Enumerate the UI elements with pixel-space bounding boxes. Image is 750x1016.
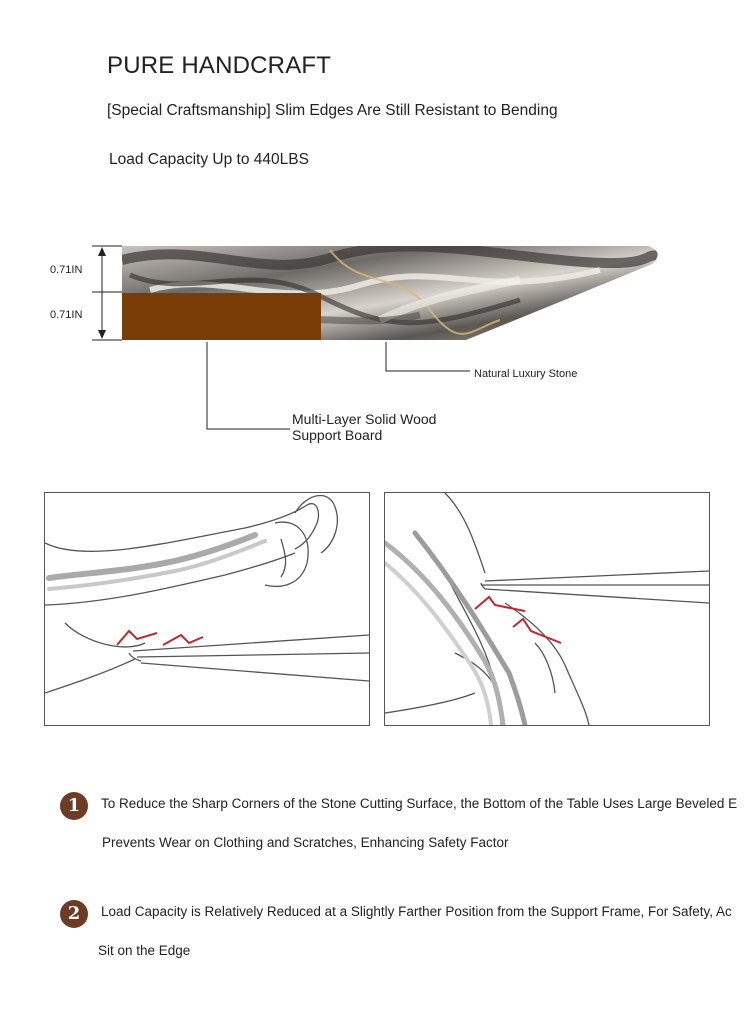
warning-mark (117, 631, 203, 645)
note-number-1-icon: 1 (60, 792, 88, 820)
note-1-line-1: To Reduce the Sharp Corners of the Stone Cutting Surface, the Bottom of the Table Uses Large Beveled E (101, 796, 738, 811)
wood-support-board (122, 293, 321, 340)
note-1-line-2: Prevents Wear on Clothing and Scratches, Enhancing Safety Factor (102, 835, 509, 850)
wood-leader-line (207, 342, 290, 429)
bottom-thickness-label: 0.71IN (50, 309, 83, 321)
load-capacity-text: Load Capacity Up to 440LBS (109, 151, 309, 168)
page-title: PURE HANDCRAFT (107, 52, 332, 79)
subtitle: [Special Craftsmanship] Slim Edges Are Still Resistant to Bending (107, 102, 558, 119)
thickness-dimension (92, 246, 122, 340)
wood-label-line-1: Multi-Layer Solid Wood (292, 411, 437, 427)
note-2-line-2: Sit on the Edge (98, 943, 191, 958)
note-number-2-icon: 2 (60, 900, 88, 928)
illustration-knee-panel (384, 492, 710, 726)
top-thickness-label: 0.71IN (50, 264, 83, 276)
arm-on-table-drawing (45, 493, 369, 725)
illustration-arm-panel (44, 492, 370, 726)
stone-leader-line (386, 342, 470, 371)
wood-label (292, 411, 436, 443)
knee-at-table-drawing (385, 493, 709, 725)
stone-label: Natural Luxury Stone (474, 368, 578, 380)
wood-label-line-2: Support Board (292, 427, 383, 443)
note-2-line-1: Load Capacity is Relatively Reduced at a Slightly Farther Position from the Support Frame, For Safety, Ac (101, 904, 732, 919)
